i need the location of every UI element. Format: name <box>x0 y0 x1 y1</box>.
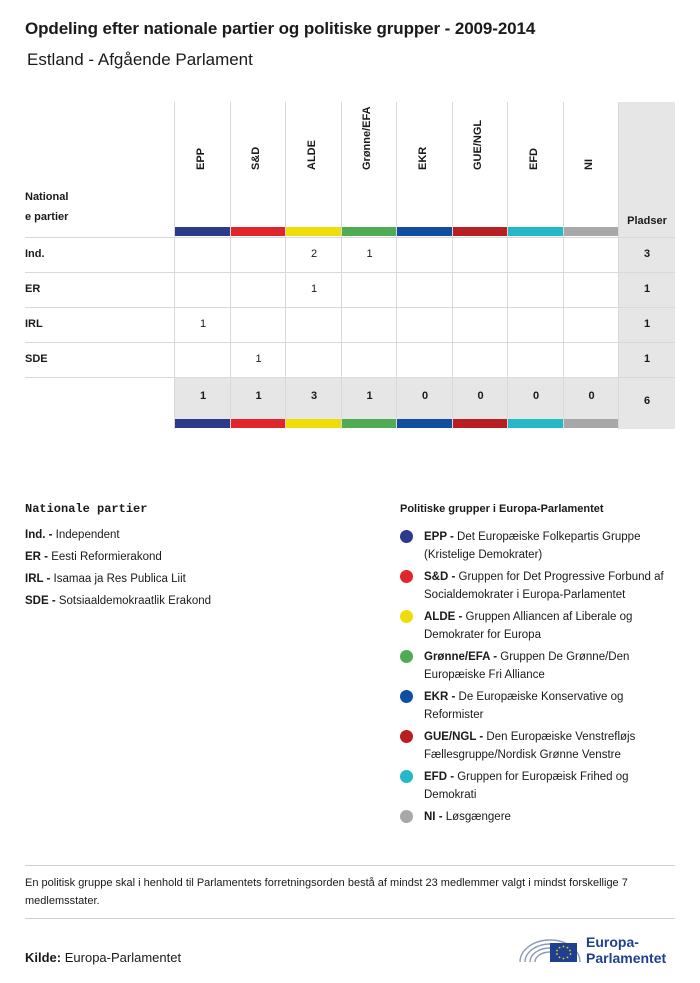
group-legend-item <box>400 768 675 804</box>
group-color-bar-top <box>564 227 619 236</box>
row-party-label: IRL <box>25 318 43 330</box>
row-seats: 1 <box>643 283 651 295</box>
national-legend-item <box>25 594 211 616</box>
group-header-label: Grønne/EFA <box>361 106 374 170</box>
national-legend-name: Eesti Reformierakond <box>48 551 162 563</box>
source-label: Kilde: <box>25 950 62 965</box>
source-value: Europa-Parlamentet <box>61 950 182 965</box>
page-title: Opdeling efter nationale partier og politiske grupper - 2009-2014 <box>25 19 536 38</box>
total-cell: 0 <box>588 390 595 402</box>
group-legend-name: Løsgængere <box>442 811 511 823</box>
group-legend-item <box>400 688 675 724</box>
column-divider <box>230 102 231 429</box>
group-color-dot-icon <box>400 610 413 623</box>
group-color-bar-bottom <box>453 419 508 428</box>
row-seats: 3 <box>643 248 651 260</box>
row-party-label: Ind. <box>25 248 45 260</box>
group-legend-name: Gruppen for Det Progressive Forbund af Socialdemokrater i Europa-Parlamentet <box>424 571 664 601</box>
total-cell: 0 <box>532 390 540 402</box>
group-color-bar-top <box>397 227 452 236</box>
group-color-dot-icon <box>400 570 413 583</box>
source-line <box>25 950 181 965</box>
total-cell: 3 <box>310 390 318 402</box>
group-color-bar-top <box>231 227 286 236</box>
group-color-bar-bottom <box>397 419 452 428</box>
group-color-bar-top <box>508 227 563 236</box>
total-cell: 1 <box>366 390 373 402</box>
row-divider <box>25 342 675 343</box>
group-legend-name: De Europæiske Konservative og Reformister <box>424 691 624 721</box>
group-legend-item <box>400 808 675 826</box>
group-header-label: EPP <box>194 147 207 170</box>
column-divider <box>285 102 286 429</box>
row-divider <box>25 237 675 238</box>
group-header <box>526 102 546 170</box>
row-party-label: SDE <box>25 353 48 365</box>
table-cell: 1 <box>366 248 373 260</box>
row-divider <box>25 307 675 308</box>
group-header-label: EKR <box>416 146 429 170</box>
group-legend-item <box>400 608 675 644</box>
group-legend-name: Det Europæiske Folkepartis Gruppe (Kristelige Demokrater) <box>424 531 641 561</box>
national-legend-item <box>25 550 211 572</box>
group-header-label: S&D <box>250 146 263 170</box>
national-legend-name: Sotsiaaldemokraatlik Erakond <box>55 595 212 607</box>
group-header <box>248 102 268 170</box>
group-color-bar-bottom <box>286 419 341 428</box>
group-header <box>415 102 435 170</box>
total-cell: 1 <box>199 390 207 402</box>
seats-header: Pladser <box>627 215 667 227</box>
group-header-label: NI <box>583 159 596 170</box>
group-legend-item <box>400 728 675 764</box>
column-divider <box>618 102 619 429</box>
group-color-dot-icon <box>400 690 413 703</box>
group-color-dot-icon <box>400 770 413 783</box>
group-legend-name: Den Europæiske Venstrefløjs Fællesgruppe/Nordisk Grønne Venstre <box>424 731 636 761</box>
group-legend-name: Gruppen De Grønne/Den Europæiske Fri Alliance <box>424 651 630 681</box>
group-color-bar-top <box>175 227 230 236</box>
table-cell: 1 <box>310 283 318 295</box>
group-color-bar-bottom <box>564 419 619 428</box>
column-divider <box>396 102 397 429</box>
national-legend-item <box>25 572 211 594</box>
total-cell: 1 <box>255 390 262 402</box>
national-legend-abbr: ER - <box>25 551 48 563</box>
national-legend-title: Nationale partier <box>25 502 148 516</box>
national-legend-abbr: SDE - <box>25 595 56 607</box>
row-seats: 1 <box>643 353 651 365</box>
group-color-bar-bottom <box>175 419 230 428</box>
column-divider <box>507 102 508 429</box>
footer-divider-top <box>25 865 675 866</box>
group-header <box>193 102 213 170</box>
group-color-bar-bottom <box>342 419 397 428</box>
column-divider <box>341 102 342 429</box>
group-color-bar-top <box>286 227 341 236</box>
group-legend-name: Gruppen for Europæisk Frihed og Demokrati <box>424 771 629 801</box>
group-color-dot-icon <box>400 810 413 823</box>
group-header <box>581 102 601 170</box>
group-legend-abbr: EKR - <box>424 691 456 703</box>
group-color-dot-icon <box>400 530 413 543</box>
group-color-bar-bottom <box>231 419 286 428</box>
total-cell: 0 <box>421 390 429 402</box>
footer-divider-bottom <box>25 918 675 919</box>
group-legend-item <box>400 568 675 604</box>
seats-column-background <box>619 102 675 429</box>
group-color-dot-icon <box>400 650 413 663</box>
group-header <box>304 102 324 170</box>
table-cell: 1 <box>255 353 262 365</box>
national-legend-name: Isamaa ja Res Publica Liit <box>50 573 186 585</box>
national-legend-list <box>25 528 211 616</box>
logo-text: Europa- Parlamentet <box>586 934 667 966</box>
column-divider <box>452 102 453 429</box>
group-legend-item <box>400 528 675 564</box>
row-divider <box>25 272 675 273</box>
page-subtitle: Estland - Afgående Parlament <box>27 50 253 69</box>
row-seats: 1 <box>643 318 651 330</box>
group-color-dot-icon <box>400 730 413 743</box>
table-cell: 1 <box>199 318 207 330</box>
footer-note: En politisk gruppe skal i henhold til Parlamentets forretningsorden bestå af mindst 23 medlemmer valgt i mindst forskellige 7 medlemsstater. <box>25 877 628 907</box>
national-legend-abbr: Ind. - <box>25 529 53 541</box>
group-legend-title: Politiske grupper i Europa-Parlamentet <box>400 503 604 515</box>
group-color-bar-bottom <box>508 419 563 428</box>
national-legend-item <box>25 528 211 550</box>
group-header-label: GUE/NGL <box>472 119 485 170</box>
european-parliament-logo <box>516 928 676 968</box>
parliament-hemicycle-icon <box>516 928 584 968</box>
row-divider <box>25 377 675 378</box>
national-legend-name: Independent <box>52 529 120 541</box>
group-legend-abbr: NI - <box>424 811 443 823</box>
group-legend-abbr: Grønne/EFA - <box>424 651 498 663</box>
group-header <box>359 102 379 170</box>
group-legend-name: Gruppen Alliancen af Liberale og Demokrater for Europa <box>424 611 633 641</box>
group-legend-list <box>400 528 675 830</box>
group-header <box>470 102 490 170</box>
total-seats: 6 <box>643 395 651 407</box>
group-legend-abbr: EFD - <box>424 771 455 783</box>
group-header-label: EFD <box>527 148 540 170</box>
group-legend-abbr: EPP - <box>424 531 454 543</box>
group-legend-abbr: GUE/NGL - <box>424 731 484 743</box>
group-color-bar-top <box>342 227 397 236</box>
total-cell: 0 <box>477 390 484 402</box>
group-legend-abbr: ALDE - <box>424 611 463 623</box>
group-header-label: ALDE <box>305 140 318 170</box>
table-cell: 2 <box>310 248 318 260</box>
row-party-label: ER <box>25 283 41 295</box>
national-legend-abbr: IRL - <box>25 573 51 585</box>
group-color-bar-top <box>453 227 508 236</box>
column-divider <box>174 102 175 429</box>
column-divider <box>563 102 564 429</box>
group-legend-item <box>400 648 675 684</box>
group-legend-abbr: S&D - <box>424 571 456 583</box>
national-parties-header: National e partier <box>25 191 69 223</box>
seats-table <box>25 102 675 429</box>
